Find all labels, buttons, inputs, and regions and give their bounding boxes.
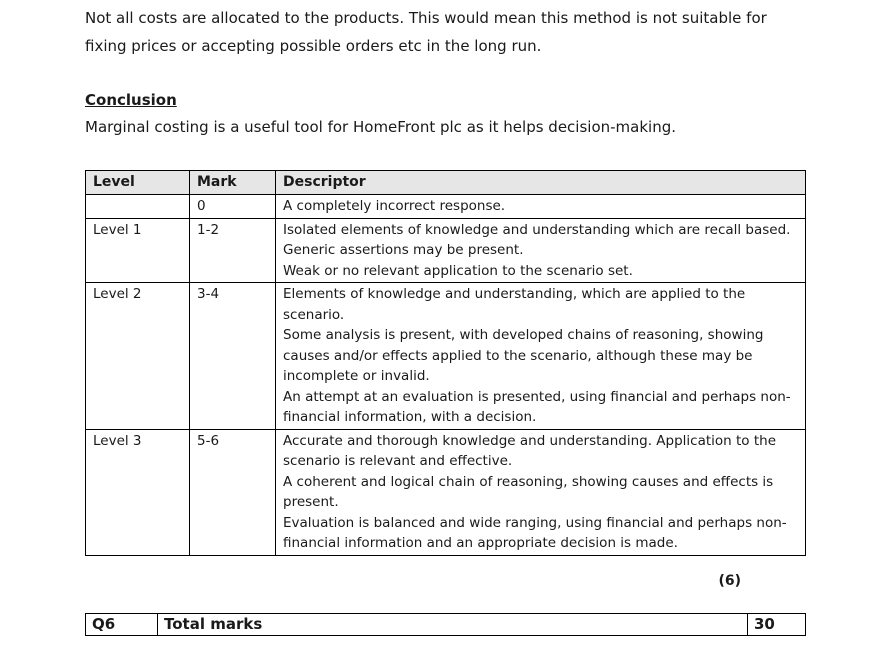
descriptor-cell — [276, 218, 806, 283]
mark-cell: 3-4 — [190, 283, 276, 430]
total-marks-table — [85, 613, 806, 636]
table-row — [86, 429, 806, 555]
header-level: Level — [86, 171, 190, 195]
descriptor-line: A coherent and logical chain of reasoning, showing causes and effects is present. — [283, 473, 774, 510]
header-mark: Mark — [190, 171, 276, 195]
mark-cell: 1-2 — [190, 218, 276, 283]
descriptor-line: Weak or no relevant application to the scenario set. — [283, 262, 633, 279]
total-marks-value: 30 — [748, 614, 806, 636]
level-cell — [86, 195, 190, 219]
descriptor-line: Some analysis is present, with developed chains of reasoning, showing causes and/or effects applied to the scenario, although these may be incomplete or invalid. — [283, 327, 764, 384]
mark-cell: 5-6 — [190, 429, 276, 555]
conclusion-text: Marginal costing is a useful tool for HomeFront plc as it helps decision-making. — [85, 118, 676, 136]
header-descriptor: Descriptor — [276, 171, 806, 195]
descriptor-line: Isolated elements of knowledge and understanding which are recall based. — [283, 221, 791, 238]
descriptor-cell — [276, 283, 806, 430]
intro-paragraph — [85, 4, 805, 60]
level-cell: Level 1 — [86, 218, 190, 283]
table-row — [86, 218, 806, 283]
table-row — [86, 195, 806, 219]
question-number: Q6 — [86, 614, 158, 636]
total-marks-label: Total marks — [158, 614, 748, 636]
descriptor-line: Elements of knowledge and understanding, which are applied to the scenario. — [283, 286, 746, 323]
total-row — [86, 614, 806, 636]
available-marks: (6) — [718, 573, 741, 589]
descriptor-line: Accurate and thorough knowledge and understanding. Application to the scenario is relevant and effective. — [283, 432, 776, 469]
mark-scheme-table — [85, 170, 806, 556]
intro-line-1: Not all costs are allocated to the products. This would mean this method is not suitable for — [85, 9, 767, 27]
level-cell: Level 2 — [86, 283, 190, 430]
descriptor-line: Evaluation is balanced and wide ranging, using financial and perhaps non-financial information and an appropriate decision is made. — [283, 514, 787, 551]
conclusion-heading: Conclusion — [85, 91, 177, 109]
intro-line-2: fixing prices or accepting possible orders etc in the long run. — [85, 37, 542, 55]
descriptor-cell — [276, 195, 806, 219]
table-row — [86, 283, 806, 430]
table-header-row — [86, 171, 806, 195]
descriptor-cell — [276, 429, 806, 555]
descriptor-line: A completely incorrect response. — [283, 198, 506, 214]
level-cell: Level 3 — [86, 429, 190, 555]
descriptor-line: Generic assertions may be present. — [283, 242, 524, 258]
descriptor-line: An attempt at an evaluation is presented, using financial and perhaps non-financial information, with a decision. — [283, 388, 791, 425]
mark-cell: 0 — [190, 195, 276, 219]
